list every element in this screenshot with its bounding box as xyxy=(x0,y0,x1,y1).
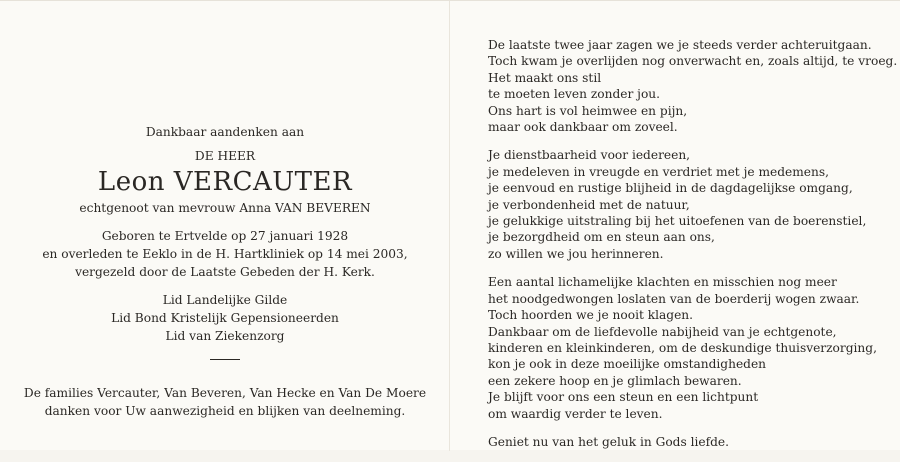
section-divider xyxy=(210,359,240,360)
poem-line: kinderen en kleinkinderen, om de deskundige thuisverzorging, xyxy=(488,340,877,355)
membership-line: Lid Bond Kristelijk Gepensioneerden xyxy=(111,311,339,325)
poem-line: een zekere hoop en je glimlach bewaren. xyxy=(488,373,742,388)
honorific-title: DE HEER xyxy=(194,149,256,163)
membership-line: Lid Landelijke Gilde xyxy=(162,293,288,307)
poem-stanza xyxy=(488,147,883,262)
poem-stanza xyxy=(488,37,898,135)
poem-line: je bezorgdheid om en steun aan ons, xyxy=(488,230,715,245)
birth-line: Geboren te Ertvelde op 27 januari 1928 xyxy=(101,229,349,243)
death-line: en overleden te Eeklo in de H. Hartkliniek op 14 mei 2003, xyxy=(42,247,408,261)
poem-line: Je dienstbaarheid voor iedereen, xyxy=(488,148,691,163)
spouse-line: echtgenoot van mevrouw Anna VAN BEVEREN xyxy=(79,201,371,215)
poem-line: Toch kwam je overlijden nog onverwacht en, zoals altijd, te vroeg. xyxy=(488,54,898,69)
poem-line: De laatste twee jaar zagen we je steeds verder achteruitgaan. xyxy=(488,38,872,52)
poem-line: Dankbaar om de liefdevolle nabijheid van je echtgenote, xyxy=(488,324,837,339)
right-panel-poem xyxy=(488,37,898,462)
poem-line: Toch hoorden we je nooit klagen. xyxy=(488,308,694,323)
thanks-line: danken voor Uw aanwezigheid en blijken van deelneming. xyxy=(44,404,406,418)
poem-line: zo willen we jou herinneren. xyxy=(488,246,664,261)
membership-line: Lid van Ziekenzorg xyxy=(165,329,285,343)
card-fold-line xyxy=(449,1,450,451)
poem-line: Geniet nu van het geluk in Gods liefde. xyxy=(488,434,730,449)
poem-line: Je blijft voor ons een steun en een lichtpunt xyxy=(488,390,759,405)
left-panel xyxy=(20,123,430,420)
poem-line: het noodgedwongen loslaten van de boerderij wogen zwaar. xyxy=(488,291,860,306)
poem-stanza xyxy=(488,274,883,422)
poem-line: om waardig verder te leven. xyxy=(488,406,663,421)
poem-line: Een aantal lichamelijke klachten en misschien nog meer xyxy=(488,275,837,290)
poem-line: Het maakt ons stil xyxy=(488,70,602,85)
poem-line: maar ook dankbaar om zoveel. xyxy=(488,120,678,135)
poem-line: je eenvoud en rustige blijheid in de dagdagelijkse omgang, xyxy=(488,181,853,196)
intro-text: Dankbaar aandenken aan xyxy=(145,125,305,139)
poem-line: je medeleven in vreugde en verdriet met je medemens, xyxy=(488,164,829,179)
poem-line: te moeten leven zonder jou. xyxy=(488,87,661,102)
sacraments-line: vergezeld door de Laatste Gebeden der H. Kerk. xyxy=(75,265,375,279)
poem-stanza xyxy=(488,434,883,450)
deceased-name: Leon VERCAUTER xyxy=(97,167,353,197)
poem-line: je verbondenheid met de natuur, xyxy=(488,197,690,212)
poem-line: je gelukkige uitstraling bij het uitoefenen van de boerenstiel, xyxy=(488,214,867,229)
thanks-line: De families Vercauter, Van Beveren, Van Hecke en Van De Moere xyxy=(23,386,427,400)
poem-line: Ons hart is vol heimwee en pijn, xyxy=(488,103,688,118)
poem-line: kon je ook in deze moeilijke omstandigheden xyxy=(488,357,767,372)
